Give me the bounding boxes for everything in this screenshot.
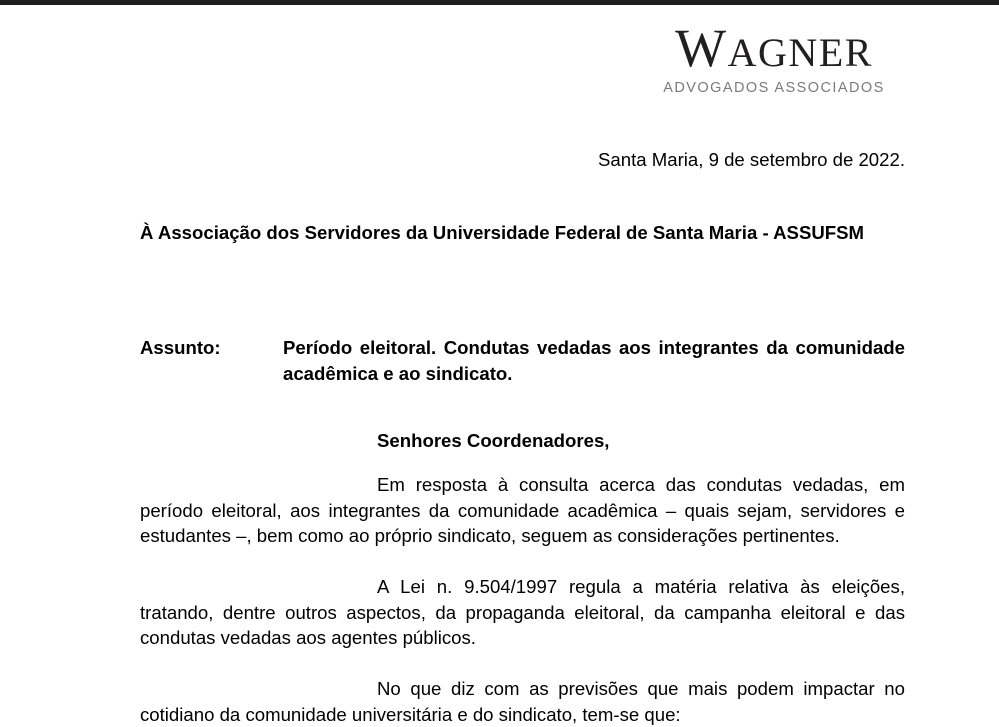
paragraph: Em resposta à consulta acerca das condutas vedadas, em período eleitoral, aos integrantes da comunidade acadêmica – quais sejam, servidores e estudantes –, bem como ao próprio sindicato, seguem as considerações pertinentes. (140, 474, 905, 546)
paragraph-list (140, 472, 905, 727)
document-page (0, 5, 999, 725)
paragraph: No que diz com as previsões que mais podem impactar no cotidiano da comunidade universitária e do sindicato, tem-se que: (140, 678, 905, 725)
subject-block (140, 335, 905, 386)
wordmark-lead-letter: W (675, 18, 728, 78)
subject-text: Período eleitoral. Condutas vedadas aos integrantes da comunidade acadêmica e ao sindicato. (283, 337, 905, 384)
addressee-block: À Associação dos Servidores da Universidade Federal de Santa Maria - ASSUFSM (140, 222, 865, 243)
subject-label: Assunto: (140, 337, 221, 358)
wordmark-remaining-letters: AGNER (727, 30, 873, 75)
salutation: Senhores Coordenadores, (377, 430, 610, 451)
document-page-content (0, 5, 999, 725)
letterhead-logo (644, 18, 904, 96)
paragraph: A Lei n. 9.504/1997 regula a matéria relativa às eleições, tratando, dentre outros aspectos, da propaganda eleitoral, da campanha eleitoral e das condutas vedadas aos agentes públicos. (140, 576, 905, 648)
firm-wordmark (644, 18, 904, 78)
date-line: Santa Maria, 9 de setembro de 2022. (598, 149, 905, 170)
firm-subtitle: ADVOGADOS ASSOCIADOS (663, 80, 885, 96)
